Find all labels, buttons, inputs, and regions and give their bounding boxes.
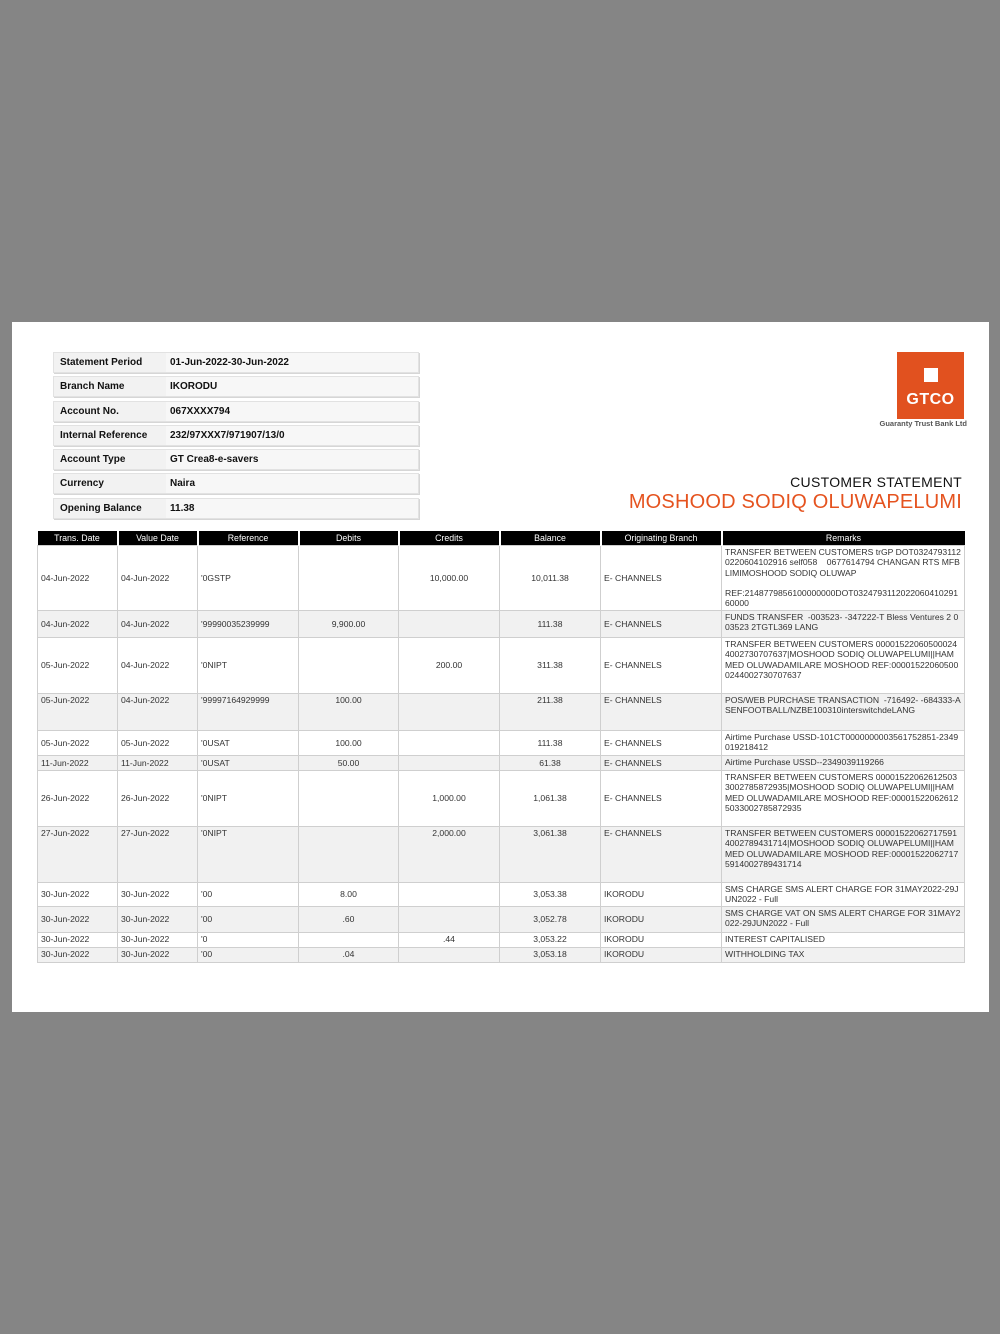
cell-credit xyxy=(399,694,500,731)
table-row xyxy=(38,883,965,907)
cell-credit: 10,000.00 xyxy=(399,546,500,611)
info-label: Branch Name xyxy=(60,381,125,393)
cell-reference: '00 xyxy=(198,947,299,962)
cell-value-date: 04-Jun-2022 xyxy=(118,546,198,611)
cell-branch: IKORODU xyxy=(601,883,722,907)
cell-balance: 61.38 xyxy=(500,756,601,771)
cell-trans-date: 30-Jun-2022 xyxy=(38,932,118,947)
cell-remarks: TRANSFER BETWEEN CUSTOMERS 000015220605000244002730707637|MOSHOOD SODIQ OLUWAPELUMI||HAMMED OLUWADAMILARE MOSHOOD REF:000015220605000244002730707637 xyxy=(722,638,965,694)
cell-reference: '00 xyxy=(198,883,299,907)
cell-reference: '0USAT xyxy=(198,756,299,771)
column-header: Reference xyxy=(198,531,299,546)
cell-remarks: TRANSFER BETWEEN CUSTOMERS trGP DOT0324793112022060410291​6 self058 0677614794 CHANGAN RTS MFB LIMIMOSHOOD SODIQ OLUWAP REF:214877985610000000​0DOT0324793112022060410291​60000 xyxy=(722,546,965,611)
cell-credit: 200.00 xyxy=(399,638,500,694)
info-value: 11.38 xyxy=(166,499,418,518)
cell-debit xyxy=(299,827,399,883)
cell-debit: 50.00 xyxy=(299,756,399,771)
cell-remarks: TRANSFER BETWEEN CUSTOMERS 000015220627175914002789431714|MOSHOOD SODIQ OLUWAPELUMI||HAMMED OLUWADAMILARE MOSHOOD REF:000015220627175914002789431714 xyxy=(722,827,965,883)
cell-trans-date: 04-Jun-2022 xyxy=(38,611,118,638)
cell-value-date: 04-Jun-2022 xyxy=(118,694,198,731)
info-row xyxy=(53,352,419,373)
cell-debit: 100.00 xyxy=(299,731,399,756)
table-row xyxy=(38,827,965,883)
cell-trans-date: 11-Jun-2022 xyxy=(38,756,118,771)
cell-balance: 1,061.38 xyxy=(500,771,601,827)
cell-reference: '0 xyxy=(198,932,299,947)
table-row xyxy=(38,611,965,638)
cell-value-date: 05-Jun-2022 xyxy=(118,731,198,756)
cell-value-date: 30-Jun-2022 xyxy=(118,932,198,947)
table-row xyxy=(38,638,965,694)
table-row xyxy=(38,731,965,756)
cell-credit: 1,000.00 xyxy=(399,771,500,827)
info-value: Naira xyxy=(166,474,418,493)
info-row xyxy=(53,401,419,422)
cell-trans-date: 30-Jun-2022 xyxy=(38,883,118,907)
cell-branch: E- CHANNELS xyxy=(601,638,722,694)
cell-remarks: SMS CHARGE SMS ALERT CHARGE FOR 31MAY2022-29JUN2022 - Full xyxy=(722,883,965,907)
column-header: Balance xyxy=(500,531,601,546)
cell-branch: IKORODU xyxy=(601,932,722,947)
cell-debit: 9,900.00 xyxy=(299,611,399,638)
cell-credit xyxy=(399,611,500,638)
table-header xyxy=(38,531,965,546)
table-row xyxy=(38,947,965,962)
cell-branch: E- CHANNELS xyxy=(601,611,722,638)
info-label: Internal Reference xyxy=(60,429,148,441)
page-title: CUSTOMER STATEMENT xyxy=(790,474,962,490)
cell-balance: 3,053.22 xyxy=(500,932,601,947)
cell-credit xyxy=(399,883,500,907)
cell-credit xyxy=(399,947,500,962)
info-row xyxy=(53,498,419,519)
info-row xyxy=(53,376,419,397)
cell-value-date: 30-Jun-2022 xyxy=(118,883,198,907)
cell-reference: '0GSTP xyxy=(198,546,299,611)
cell-branch: E- CHANNELS xyxy=(601,827,722,883)
cell-balance: 3,052.78 xyxy=(500,906,601,932)
info-value: GT Crea8-e-savers xyxy=(166,450,418,469)
cell-credit: 2,000.00 xyxy=(399,827,500,883)
cell-trans-date: 27-Jun-2022 xyxy=(38,827,118,883)
info-label: Statement Period xyxy=(60,357,143,368)
cell-branch: IKORODU xyxy=(601,906,722,932)
cell-branch: E- CHANNELS xyxy=(601,771,722,827)
cell-balance: 3,053.38 xyxy=(500,883,601,907)
cell-reference: '99997164929999 xyxy=(198,694,299,731)
cell-remarks: INTEREST CAPITALISED xyxy=(722,932,965,947)
cell-remarks: Airtime Purchase USSD-101CT0000000003561752851-2349019218412 xyxy=(722,731,965,756)
table-row xyxy=(38,906,965,932)
account-info xyxy=(53,352,419,522)
cell-credit xyxy=(399,731,500,756)
column-header: Debits xyxy=(299,531,399,546)
cell-reference: '0USAT xyxy=(198,731,299,756)
cell-reference: '99990035239999 xyxy=(198,611,299,638)
cell-balance: 3,061.38 xyxy=(500,827,601,883)
cell-balance: 311.38 xyxy=(500,638,601,694)
info-label: Account No. xyxy=(60,405,119,417)
cell-value-date: 30-Jun-2022 xyxy=(118,947,198,962)
cell-remarks: TRANSFER BETWEEN CUSTOMERS 000015220626125033002785872935|MOSHOOD SODIQ OLUWAPELUMI||HAMMED OLUWADAMILARE MOSHOOD REF:000015220626125033002785872935 xyxy=(722,771,965,827)
info-label: Currency xyxy=(60,478,104,490)
cell-value-date: 30-Jun-2022 xyxy=(118,906,198,932)
info-value: 01-Jun-2022-30-Jun-2022 xyxy=(166,353,418,372)
info-value: 067XXXX794 xyxy=(166,402,418,421)
table-row xyxy=(38,932,965,947)
cell-value-date: 11-Jun-2022 xyxy=(118,756,198,771)
cell-trans-date: 04-Jun-2022 xyxy=(38,546,118,611)
info-label: Account Type xyxy=(60,454,126,466)
gtco-logo xyxy=(897,352,964,419)
cell-debit: 100.00 xyxy=(299,694,399,731)
cell-credit xyxy=(399,906,500,932)
table-row xyxy=(38,756,965,771)
info-row xyxy=(53,449,419,470)
cell-balance: 111.38 xyxy=(500,611,601,638)
cell-branch: IKORODU xyxy=(601,947,722,962)
cell-reference: '0NIPT xyxy=(198,827,299,883)
cell-reference: '00 xyxy=(198,906,299,932)
info-row xyxy=(53,425,419,446)
info-label: Opening Balance xyxy=(60,502,142,514)
cell-trans-date: 05-Jun-2022 xyxy=(38,638,118,694)
cell-debit xyxy=(299,546,399,611)
logo-mark-icon xyxy=(924,368,938,382)
transactions-table xyxy=(37,531,965,963)
cell-value-date: 27-Jun-2022 xyxy=(118,827,198,883)
cell-value-date: 04-Jun-2022 xyxy=(118,638,198,694)
cell-branch: E- CHANNELS xyxy=(601,731,722,756)
cell-trans-date: 05-Jun-2022 xyxy=(38,731,118,756)
column-header: Trans. Date xyxy=(38,531,118,546)
cell-credit xyxy=(399,756,500,771)
column-header: Remarks xyxy=(722,531,965,546)
cell-remarks: Airtime Purchase USSD--2349039119266 xyxy=(722,756,965,771)
cell-debit xyxy=(299,638,399,694)
cell-reference: '0NIPT xyxy=(198,771,299,827)
info-value: IKORODU xyxy=(166,377,418,396)
cell-debit xyxy=(299,771,399,827)
cell-reference: '0NIPT xyxy=(198,638,299,694)
cell-balance: 111.38 xyxy=(500,731,601,756)
logo-text: GTCO xyxy=(906,391,955,408)
column-header: Value Date xyxy=(118,531,198,546)
cell-balance: 10,011.38 xyxy=(500,546,601,611)
cell-trans-date: 26-Jun-2022 xyxy=(38,771,118,827)
cell-trans-date: 30-Jun-2022 xyxy=(38,906,118,932)
cell-balance: 3,053.18 xyxy=(500,947,601,962)
cell-remarks: POS/WEB PURCHASE TRANSACTION -716492- -684333-ASENFOOTBALL/NZBE100310interswitchdeLANG xyxy=(722,694,965,731)
cell-debit: 8.00 xyxy=(299,883,399,907)
cell-debit xyxy=(299,932,399,947)
table-row xyxy=(38,694,965,731)
cell-value-date: 26-Jun-2022 xyxy=(118,771,198,827)
cell-branch: E- CHANNELS xyxy=(601,546,722,611)
cell-remarks: WITHHOLDING TAX xyxy=(722,947,965,962)
statement-sheet xyxy=(12,322,989,1012)
cell-branch: E- CHANNELS xyxy=(601,756,722,771)
column-header: Originating Branch xyxy=(601,531,722,546)
cell-remarks: FUNDS TRANSFER -003523- -347222-T Bless Ventures 2 003523 2TGTL369 LANG xyxy=(722,611,965,638)
info-value: 232/97XXX7/971907/13/0 xyxy=(166,426,418,445)
logo-subtext: Guaranty Trust Bank Ltd xyxy=(879,419,967,428)
table-row xyxy=(38,771,965,827)
cell-credit: .44 xyxy=(399,932,500,947)
cell-branch: E- CHANNELS xyxy=(601,694,722,731)
table-row xyxy=(38,546,965,611)
cell-trans-date: 05-Jun-2022 xyxy=(38,694,118,731)
cell-debit: .60 xyxy=(299,906,399,932)
column-header: Credits xyxy=(399,531,500,546)
cell-balance: 211.38 xyxy=(500,694,601,731)
info-row xyxy=(53,473,419,494)
cell-remarks: SMS CHARGE VAT ON SMS ALERT CHARGE FOR 31MAY2022-29JUN2022 - Full xyxy=(722,906,965,932)
cell-debit: .04 xyxy=(299,947,399,962)
cell-trans-date: 30-Jun-2022 xyxy=(38,947,118,962)
customer-name: MOSHOOD SODIQ OLUWAPELUMI xyxy=(628,491,962,513)
table-body xyxy=(38,546,965,963)
cell-value-date: 04-Jun-2022 xyxy=(118,611,198,638)
